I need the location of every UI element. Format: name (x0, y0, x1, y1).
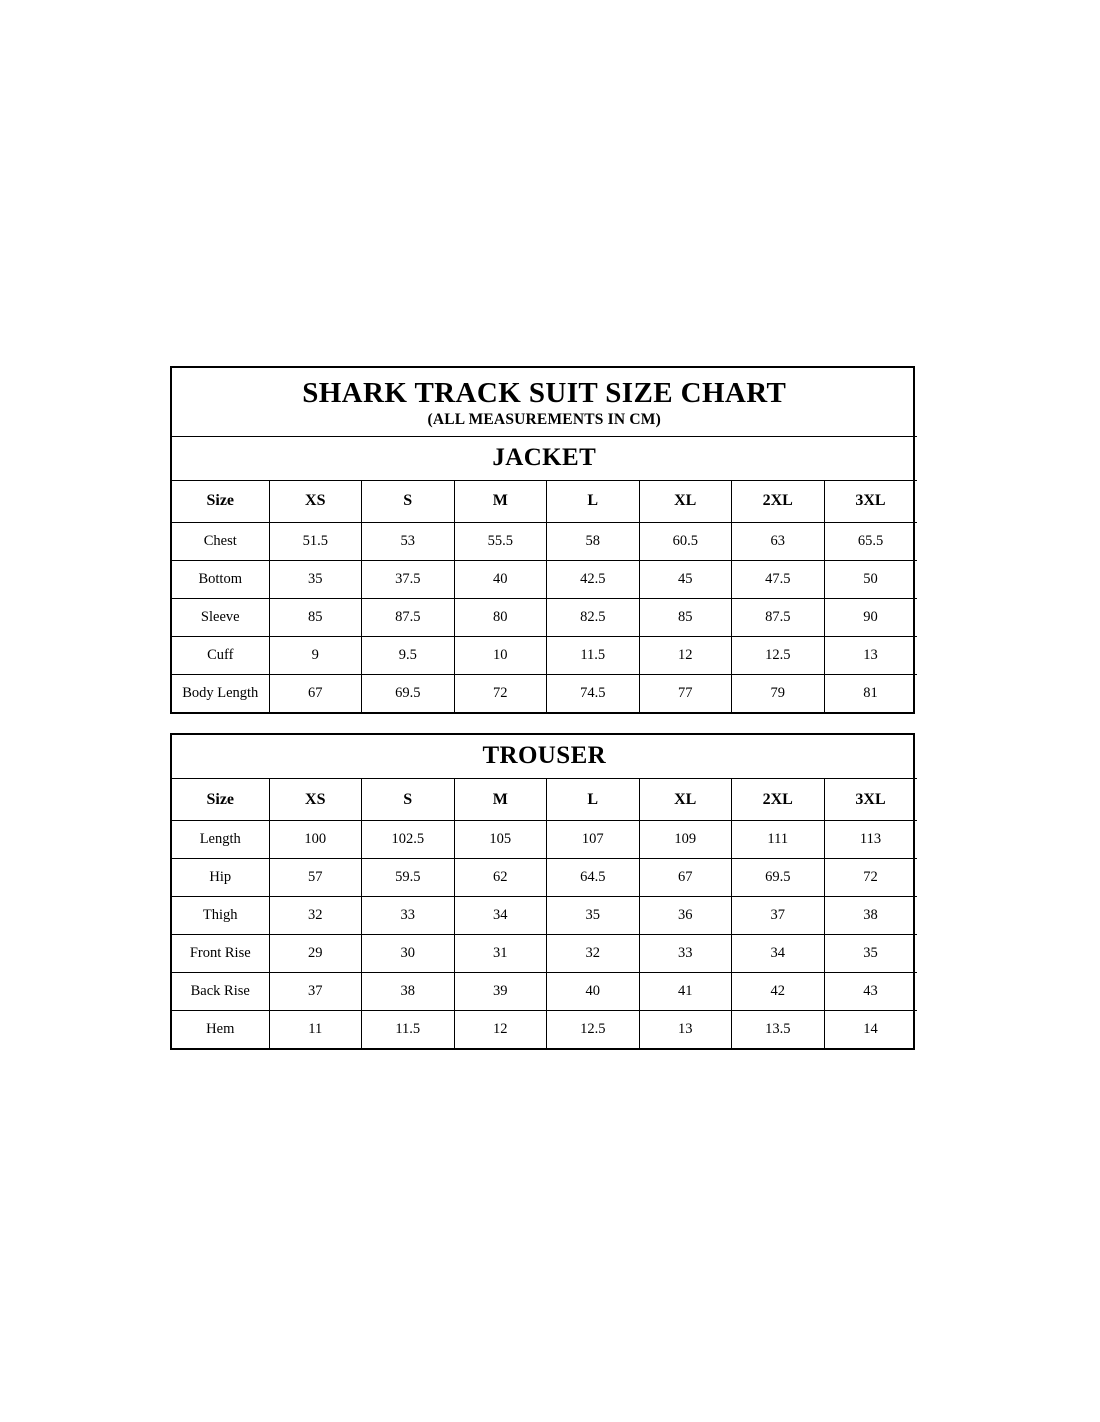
cell-hip-3xl: 72 (824, 859, 917, 897)
table-row (172, 1011, 917, 1049)
table-row (172, 636, 917, 674)
table-row (172, 598, 917, 636)
cell-sleeve-2xl: 87.5 (732, 598, 825, 636)
cell-front-rise-s: 30 (362, 935, 455, 973)
row-label-hem: Hem (172, 1011, 269, 1049)
trouser-section-title-cell (172, 735, 917, 779)
cell-chest-m: 55.5 (454, 522, 547, 560)
cell-hip-s: 59.5 (362, 859, 455, 897)
jacket-table (172, 368, 917, 712)
cell-bottom-3xl: 50 (824, 560, 917, 598)
cell-thigh-s: 33 (362, 897, 455, 935)
cell-length-xs: 100 (269, 821, 362, 859)
cell-hem-s: 11.5 (362, 1011, 455, 1049)
trouser-col-2xl: 2XL (732, 779, 825, 821)
trouser-section-title: TROUSER (482, 742, 607, 769)
cell-body-length-xs: 67 (269, 674, 362, 712)
cell-back-rise-3xl: 43 (824, 973, 917, 1011)
cell-bottom-l: 42.5 (547, 560, 640, 598)
cell-chest-s: 53 (362, 522, 455, 560)
table-row (172, 560, 917, 598)
cell-sleeve-xl: 85 (639, 598, 732, 636)
row-label-front-rise: Front Rise (172, 935, 269, 973)
row-label-back-rise: Back Rise (172, 973, 269, 1011)
cell-bottom-xs: 35 (269, 560, 362, 598)
cell-chest-l: 58 (547, 522, 640, 560)
trouser-size-label: Size (172, 779, 269, 821)
document-title-row (172, 368, 917, 436)
cell-thigh-m: 34 (454, 897, 547, 935)
cell-hip-l: 64.5 (547, 859, 640, 897)
cell-front-rise-xl: 33 (639, 935, 732, 973)
cell-hem-xs: 11 (269, 1011, 362, 1049)
jacket-col-3xl: 3XL (824, 480, 917, 522)
row-label-cuff: Cuff (172, 636, 269, 674)
trouser-size-chart (170, 733, 915, 1050)
cell-back-rise-l: 40 (547, 973, 640, 1011)
cell-cuff-s: 9.5 (362, 636, 455, 674)
jacket-col-m: M (454, 480, 547, 522)
cell-front-rise-l: 32 (547, 935, 640, 973)
cell-bottom-m: 40 (454, 560, 547, 598)
trouser-col-xl: XL (639, 779, 732, 821)
trouser-table (172, 735, 917, 1048)
table-row (172, 674, 917, 712)
table-row (172, 821, 917, 859)
row-label-chest: Chest (172, 522, 269, 560)
cell-bottom-xl: 45 (639, 560, 732, 598)
page-subtitle: (ALL MEASUREMENTS IN CM) (427, 411, 661, 429)
cell-front-rise-m: 31 (454, 935, 547, 973)
cell-chest-2xl: 63 (732, 522, 825, 560)
table-row (172, 897, 917, 935)
jacket-size-chart (170, 366, 915, 714)
cell-hip-m: 62 (454, 859, 547, 897)
cell-body-length-l: 74.5 (547, 674, 640, 712)
cell-front-rise-3xl: 35 (824, 935, 917, 973)
cell-cuff-l: 11.5 (547, 636, 640, 674)
document-title-cell (172, 368, 917, 436)
cell-body-length-s: 69.5 (362, 674, 455, 712)
jacket-col-s: S (362, 480, 455, 522)
cell-front-rise-xs: 29 (269, 935, 362, 973)
cell-back-rise-m: 39 (454, 973, 547, 1011)
cell-bottom-2xl: 47.5 (732, 560, 825, 598)
jacket-col-xs: XS (269, 480, 362, 522)
cell-length-s: 102.5 (362, 821, 455, 859)
table-row (172, 935, 917, 973)
cell-hem-m: 12 (454, 1011, 547, 1049)
trouser-header-row (172, 779, 917, 821)
jacket-section-title: JACKET (492, 443, 597, 471)
jacket-section-title-cell (172, 436, 917, 480)
cell-back-rise-s: 38 (362, 973, 455, 1011)
cell-sleeve-3xl: 90 (824, 598, 917, 636)
jacket-col-l: L (547, 480, 640, 522)
cell-sleeve-s: 87.5 (362, 598, 455, 636)
table-row (172, 859, 917, 897)
cell-hem-l: 12.5 (547, 1011, 640, 1049)
cell-cuff-2xl: 12.5 (732, 636, 825, 674)
cell-cuff-xl: 12 (639, 636, 732, 674)
jacket-section-row (172, 436, 917, 480)
cell-chest-xs: 51.5 (269, 522, 362, 560)
cell-hem-3xl: 14 (824, 1011, 917, 1049)
row-label-thigh: Thigh (172, 897, 269, 935)
cell-chest-xl: 60.5 (639, 522, 732, 560)
trouser-col-xs: XS (269, 779, 362, 821)
cell-hem-xl: 13 (639, 1011, 732, 1049)
cell-body-length-2xl: 79 (732, 674, 825, 712)
cell-thigh-l: 35 (547, 897, 640, 935)
cell-length-2xl: 111 (732, 821, 825, 859)
jacket-col-xl: XL (639, 480, 732, 522)
cell-thigh-3xl: 38 (824, 897, 917, 935)
cell-body-length-xl: 77 (639, 674, 732, 712)
cell-body-length-m: 72 (454, 674, 547, 712)
cell-hip-2xl: 69.5 (732, 859, 825, 897)
cell-length-3xl: 113 (824, 821, 917, 859)
row-label-length: Length (172, 821, 269, 859)
table-row (172, 973, 917, 1011)
row-label-bottom: Bottom (172, 560, 269, 598)
jacket-col-2xl: 2XL (732, 480, 825, 522)
cell-cuff-xs: 9 (269, 636, 362, 674)
cell-cuff-m: 10 (454, 636, 547, 674)
page-title: SHARK TRACK SUIT SIZE CHART (302, 377, 787, 409)
jacket-size-label: Size (172, 480, 269, 522)
trouser-col-3xl: 3XL (824, 779, 917, 821)
trouser-section-row (172, 735, 917, 779)
cell-sleeve-l: 82.5 (547, 598, 640, 636)
cell-thigh-xl: 36 (639, 897, 732, 935)
cell-thigh-xs: 32 (269, 897, 362, 935)
cell-front-rise-2xl: 34 (732, 935, 825, 973)
row-label-sleeve: Sleeve (172, 598, 269, 636)
cell-body-length-3xl: 81 (824, 674, 917, 712)
cell-back-rise-2xl: 42 (732, 973, 825, 1011)
table-row (172, 522, 917, 560)
trouser-col-m: M (454, 779, 547, 821)
cell-length-m: 105 (454, 821, 547, 859)
cell-back-rise-xs: 37 (269, 973, 362, 1011)
cell-hem-2xl: 13.5 (732, 1011, 825, 1049)
trouser-col-l: L (547, 779, 640, 821)
cell-chest-3xl: 65.5 (824, 522, 917, 560)
cell-hip-xl: 67 (639, 859, 732, 897)
cell-length-xl: 109 (639, 821, 732, 859)
cell-cuff-3xl: 13 (824, 636, 917, 674)
cell-length-l: 107 (547, 821, 640, 859)
cell-hip-xs: 57 (269, 859, 362, 897)
cell-back-rise-xl: 41 (639, 973, 732, 1011)
cell-sleeve-m: 80 (454, 598, 547, 636)
row-label-body-length: Body Length (172, 674, 269, 712)
trouser-col-s: S (362, 779, 455, 821)
cell-bottom-s: 37.5 (362, 560, 455, 598)
jacket-header-row (172, 480, 917, 522)
cell-sleeve-xs: 85 (269, 598, 362, 636)
cell-thigh-2xl: 37 (732, 897, 825, 935)
row-label-hip: Hip (172, 859, 269, 897)
